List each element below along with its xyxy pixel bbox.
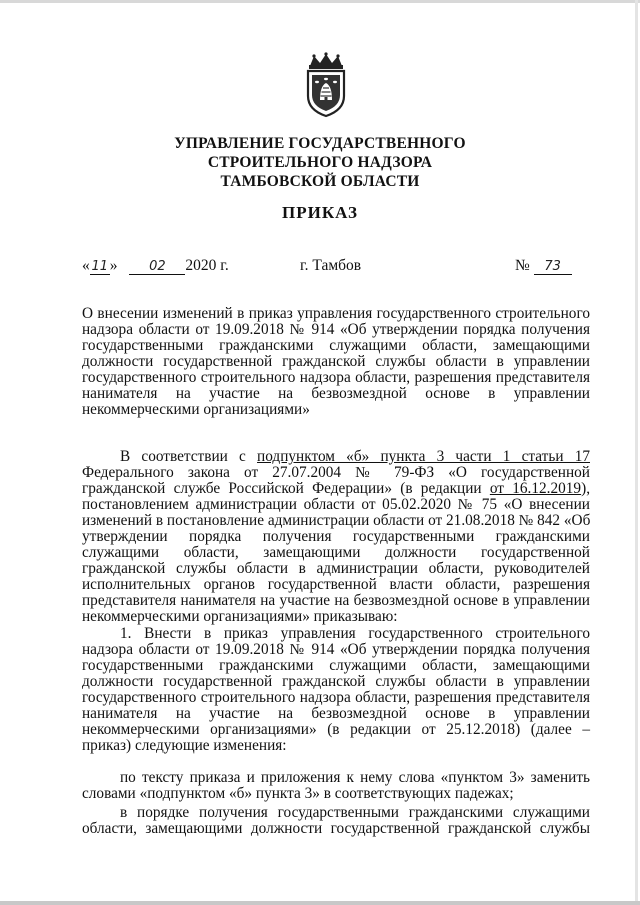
subject-line: государственными гражданскими служащими области, замещающими [82,337,590,354]
body-line [82,449,590,465]
document-city: г. Тамбов [300,257,362,274]
coat-of-arms-emblem-icon [304,52,348,118]
body-paragraph-1 [82,449,590,625]
date-day: 11 [91,259,109,274]
subject-line: государственного строительного надзора области, разрешения представителя [82,369,590,386]
org-name-line-3: ТАМБОВСКОЙ ОБЛАСТИ [220,173,420,190]
subject-line: надзора области от 19.09.2018 № 914 «Об утверждении порядка получения [82,321,590,338]
body-line: изменений в постановление администрации области от 21.08.2018 № 842 «Об [82,512,591,529]
body-paragraph-3 [82,770,590,802]
body-line: гражданской службы области в администрации области, руководителей [82,560,590,577]
body-line: утверждении порядка получения государственными гражданскими [82,528,590,545]
org-name-line-1: УПРАВЛЕНИЕ ГОСУДАРСТВЕННОГО [174,135,466,152]
body-line: области, замещающими должности государственной гражданской службы [82,820,590,837]
body-line: 1. Внести в приказ управления государственного строительного [120,625,590,642]
date-year: 2020 г. [185,257,229,274]
date-quote-open: « [82,257,90,274]
body-paragraph-4 [82,805,590,837]
document-number [515,257,572,275]
body-line: представителя нанимателя на участие на безвозмездной основе в управлении [82,592,590,609]
document-subject [82,306,590,418]
scan-edge-top [0,0,640,3]
body-line: в порядке получения государственными гражданскими служащими [120,804,590,821]
body-text: ), [581,480,591,497]
subject-line: некоммерческими организациями» [82,401,310,418]
org-name-line-2: СТРОИТЕЛЬНОГО НАДЗОРА [207,154,433,171]
body-line: государственного строительного надзора области, разрешения представителя [82,689,590,706]
edition-date-link[interactable]: от 16.12.2019 [489,480,582,497]
body-line: постановлением администрации области от 05.02.2020 № 75 «О внесении [82,496,590,513]
document-title: ПРИКАЗ [282,203,358,222]
body-line: некоммерческими организациями» (в редакции от 25.12.2018) (далее – [82,721,590,738]
body-text: В соответствии с [120,448,258,465]
subject-line: нанимателя на участие на безвозмездной основе в управлении [82,385,590,402]
body-line: служащими области, замещающими должности государственной [82,544,590,561]
body-line: исполнительных органов государственной власти области, разрешения [82,576,590,593]
body-text: гражданской службе Российской Федерации» (в редакции [82,480,490,497]
number-sign: № [515,257,530,274]
date-month: 02 [129,260,185,275]
date-quote-close: » [109,257,118,274]
body-line: государственными гражданскими служащими области, замещающими [82,657,590,674]
number-value: 73 [534,260,572,275]
subject-line: О внесении изменений в приказ управления государственного строительного [82,305,590,322]
law-reference-link[interactable]: подпунктом «б» пункта 3 части 1 статьи 17 [257,448,590,465]
body-line: надзора области от 19.09.2018 № 914 «Об утверждении порядка получения [82,641,590,658]
body-line [82,481,590,497]
body-line: нанимателя на участие на безвозмездной основе в управлении [82,705,590,722]
scan-edge-bottom [0,901,640,905]
body-line: должности государственной гражданской службы области в управлении [82,673,590,690]
subject-line: должности государственной гражданской службы области в управлении [82,353,590,370]
body-line: приказ) следующие изменения: [82,737,287,754]
body-line: некоммерческими организациями» приказываю: [82,608,398,625]
body-line: словами «подпунктом «б» пункта 3» в соответствующих падежах; [82,785,514,802]
document-date [82,257,229,275]
body-line: Федерального закона от 27.07.2004 № 79-ФЗ «О государственной [82,464,590,481]
body-line: по тексту приказа и приложения к нему слова «пунктом 3» заменить [120,769,590,786]
body-paragraph-2 [82,626,590,754]
